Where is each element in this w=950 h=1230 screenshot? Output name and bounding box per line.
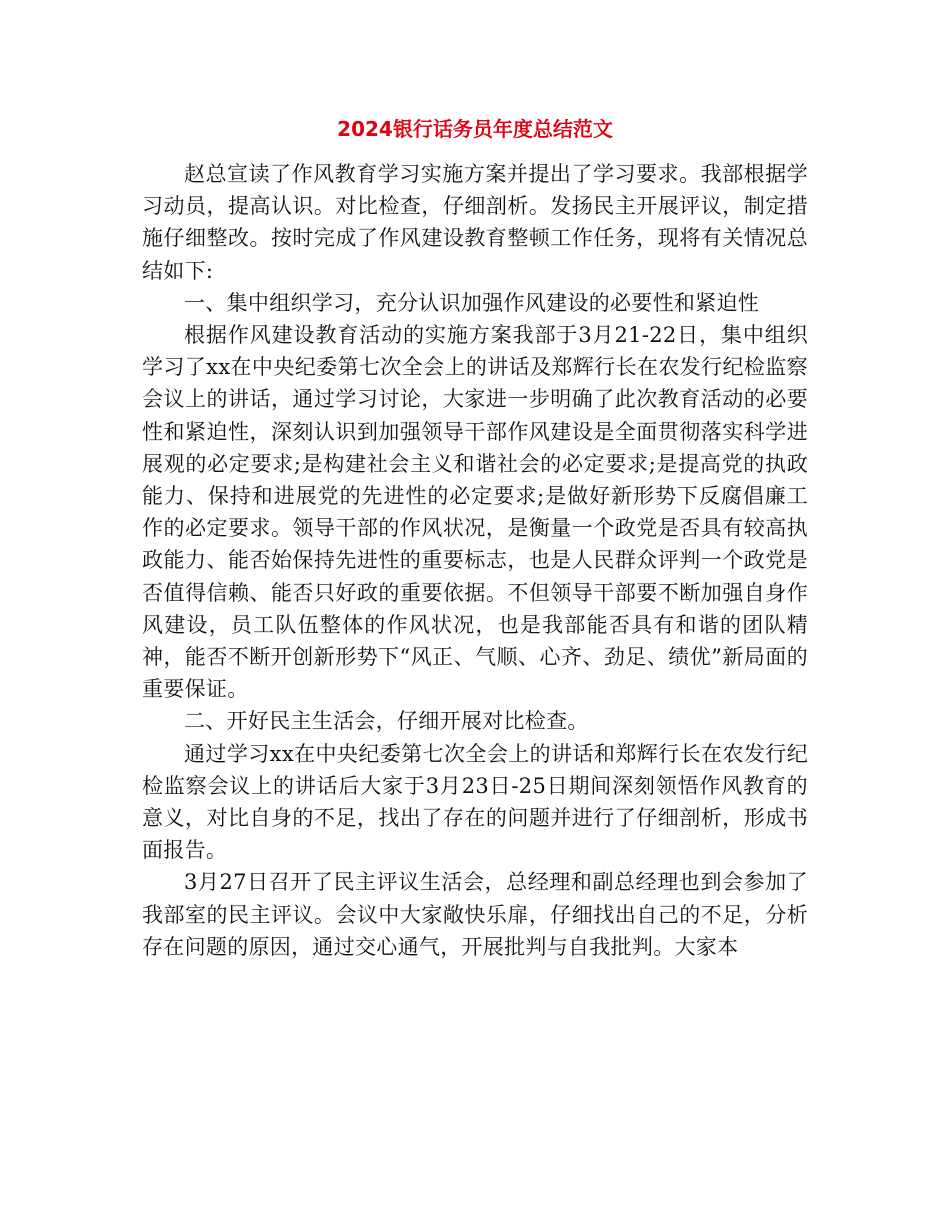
paragraph-intro: 赵总宣读了作风教育学习实施方案并提出了学习要求。我部根据学习动员，提高认识。对比检查，仔细剖析。发扬民主开展评议，制定措施仔细整改。按时完成了作风建设教育整顿工作任务，现将有关情况总结如下: (142, 162, 808, 283)
paragraph-study: 根据作风建设教育活动的实施方案我部于3月21-22日，集中组织学习了xx在中央纪委第七次全会上的讲话及郑辉行长在农发行纪检监察会议上的讲话，通过学习讨论，大家进一步明确了此次教育活动的必要性和紧迫性，深刻认识到加强领导干部作风建设是全面贯彻落实科学进展观的必定要求;是构建社会主义和谐社会的必定要求;是提高党的执政能力、保持和进展党的先进性的必定要求;是做好新形势下反腐倡廉工作的必定要求。领导干部的作风状况，是衡量一个政党是否具有较高执政能力、能否始保持先进性的重要标志，也是人民群众评判一个政党是否值得信赖、能否只好政的重要依据。不但领导干部要不断加强自身作风建设，员工队伍整体的作风状况，也是我部能否具有和谐的团队精神，能否不断开创新形势下“风正、气顺、心齐、劲足、绩优”新局面的重要保证。 (142, 323, 808, 702)
paragraph-meeting: 3月27日召开了民主评议生活会，总经理和副总经理也到会参加了我部室的民主评议。会议中大家敞快乐扉，仔细找出自己的不足，分析存在问题的原因，通过交心通气，开展批判与自我批判。大家本 (142, 870, 808, 959)
section-heading-1: 一、集中组织学习，充分认识加强作风建设的必要性和紧迫性 (184, 290, 760, 315)
document-title: 2024银行话务员年度总结范文 (337, 117, 613, 141)
section-heading-2: 二、开好民主生活会，仔细开展对比检查。 (184, 709, 589, 734)
document-body (142, 158, 808, 963)
paragraph-review: 通过学习xx在中央纪委第七次全会上的讲话和郑辉行长在农发行纪检监察会议上的讲话后大家于3月23日-25日期间深刻领悟作风教育的意义，对比自身的不足，找出了存在的问题并进行了仔细剖析，形成书面报告。 (142, 741, 808, 863)
